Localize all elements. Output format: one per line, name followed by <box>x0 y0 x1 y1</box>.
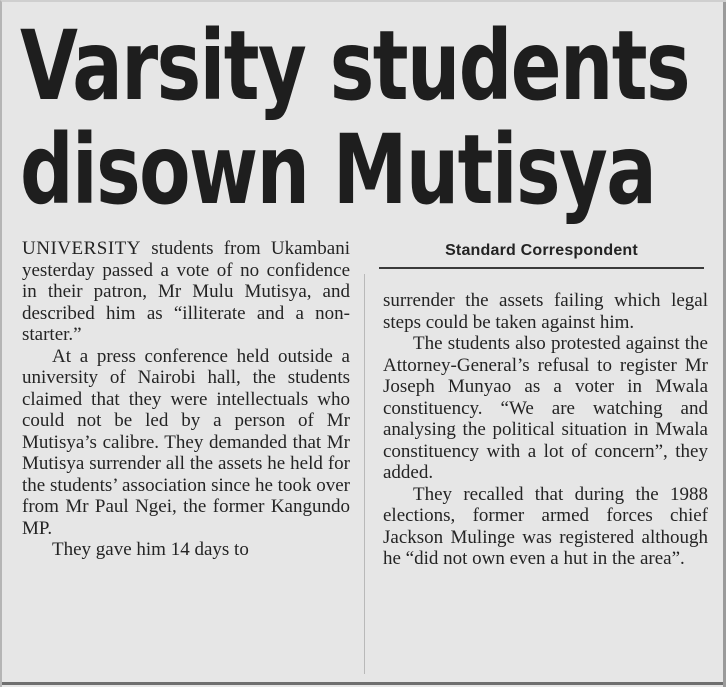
article-paragraph <box>22 238 350 346</box>
column-divider <box>364 274 365 674</box>
headline-line-1: Varsity students <box>20 10 689 122</box>
bottom-border <box>2 682 726 685</box>
paragraph-text: students from Ukambani yesterday passed a vote of no confidence in their patron, Mr Mulu Mutisya, and described him as “illiterate and a non-starter.” <box>22 238 350 345</box>
article-paragraph: They recalled that during the 1988 elections, former armed forces chief Jackson Mulinge was registered although he “did not own even a hut in the area”. <box>383 483 708 569</box>
article-paragraph: At a press conference held outside a university of Nairobi hall, the students claimed that they were intellectuals who could not be led by a person of Mr Mutisya’s calibre. They demanded that Mr Mutisya surrender all the assets he held for the students’ association since he took over from Mr Paul Ngei, the former Kangundo MP. <box>22 345 350 539</box>
lead-word: UNIVERSITY <box>22 238 141 259</box>
byline-block <box>379 242 704 269</box>
byline: Standard Correspondent <box>445 242 638 259</box>
article-paragraph: They gave him 14 days to <box>52 539 249 560</box>
byline-rule <box>379 267 704 269</box>
headline <box>20 10 689 226</box>
article-column-right <box>383 290 708 570</box>
article-paragraph: surrender the assets failing which legal steps could be taken against him. <box>383 290 708 333</box>
article-column-left <box>22 238 350 561</box>
article-paragraph: The students also protested against the Attorney-General’s refusal to register Mr Joseph Munyao as a voter in Mwala constituency. “We are watching and analysing the political situation in Mwala constituency with a lot of concern”, they added. <box>383 333 708 483</box>
headline-line-2: disown Mutisya <box>20 114 656 226</box>
